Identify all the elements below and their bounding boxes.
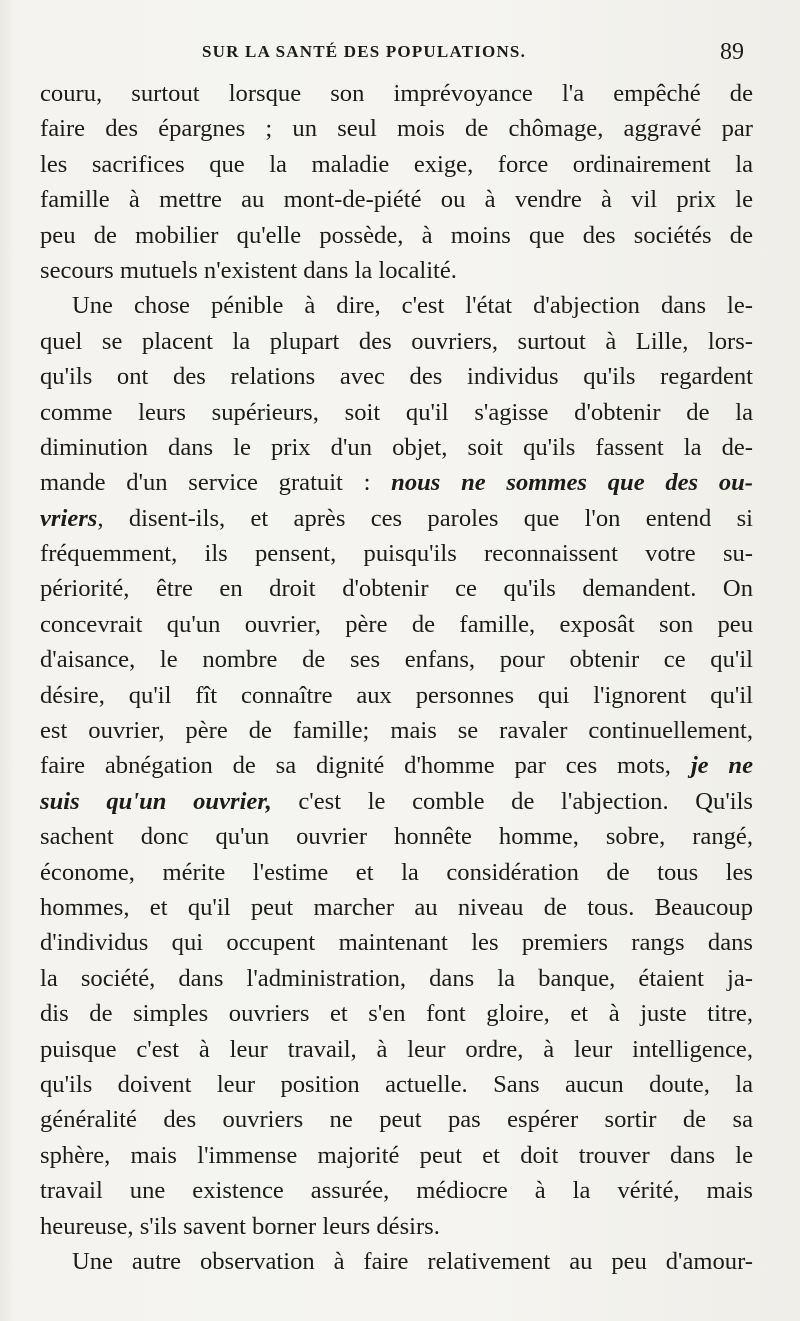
text-line: Une autre observation à faire relativement au peu d'amour- xyxy=(72,1247,753,1275)
text-line: périorité, être en droit d'obtenir ce qu'ils demandent. On xyxy=(40,575,753,603)
text-line: faire abnégation de sa dignité d'homme par ces mots, je ne xyxy=(40,752,753,780)
text-line: économe, mérite l'estime et la considération de tous les xyxy=(40,858,753,886)
text-line: les sacrifices que la maladie exige, force ordinairement la xyxy=(40,150,753,178)
text-line: travail une existence assurée, médiocre à la vérité, mais xyxy=(40,1177,753,1205)
text-line: d'aisance, le nombre de ses enfans, pour obtenir ce qu'il xyxy=(40,646,753,674)
text-line: vriers, disent-ils, et après ces paroles que l'on entend si xyxy=(40,504,753,532)
text-line: concevrait qu'un ouvrier, père de famille, exposât son peu xyxy=(40,610,753,638)
running-title: SUR LA SANTÉ DES POPULATIONS. xyxy=(202,42,527,61)
italic-quote: je ne xyxy=(690,752,753,780)
text-line: comme leurs supérieurs, soit qu'il s'agisse d'obtenir de la xyxy=(40,398,753,426)
text-line: qu'ils doivent leur position actuelle. Sans aucun doute, la xyxy=(40,1070,753,1098)
text-line: secours mutuels n'existent dans la localité. xyxy=(40,256,457,284)
italic-quote: suis qu'un ouvrier, xyxy=(40,787,272,815)
text-line: sphère, mais l'immense majorité peut et doit trouver dans le xyxy=(40,1141,753,1169)
text-line: faire des épargnes ; un seul mois de chômage, aggravé par xyxy=(40,115,753,143)
text-line: sachent donc qu'un ouvrier honnête homme, sobre, rangé, xyxy=(40,823,753,851)
text-line: mande d'un service gratuit : nous ne sommes que des ou- xyxy=(40,469,753,497)
text-line: désire, qu'il fît connaître aux personnes qui l'ignorent qu'il xyxy=(40,681,753,709)
text-line: la société, dans l'administration, dans la banque, étaient ja- xyxy=(40,964,753,992)
page-number: 89 xyxy=(720,39,744,65)
text-line: Une chose pénible à dire, c'est l'état d'abjection dans le- xyxy=(72,292,753,320)
text-line: famille à mettre au mont-de-piété ou à vendre à vil prix le xyxy=(40,186,753,214)
text-line: peu de mobilier qu'elle possède, à moins que des sociétés de xyxy=(40,221,753,249)
italic-quote: vriers xyxy=(40,504,98,532)
text-line: couru, surtout lorsque son imprévoyance l'a empêché de xyxy=(40,80,753,107)
text-line: puisque c'est à leur travail, à leur ordre, à leur intelligence, xyxy=(40,1035,753,1063)
text-line: généralité des ouvriers ne peut pas espérer sortir de sa xyxy=(40,1106,753,1134)
text-line: heureuse, s'ils savent borner leurs désirs. xyxy=(40,1212,440,1240)
text-line: diminution dans le prix d'un objet, soit qu'ils fassent la de- xyxy=(40,433,753,461)
text-line: dis de simples ouvriers et s'en font gloire, et à juste titre, xyxy=(40,1000,753,1028)
text-line: quel se placent la plupart des ouvriers, surtout à Lille, lors- xyxy=(40,327,753,355)
text-line: suis qu'un ouvrier, c'est le comble de l'abjection. Qu'ils xyxy=(40,787,753,815)
text-line: qu'ils ont des relations avec des individus qu'ils regardent xyxy=(40,363,753,391)
italic-quote: nous ne sommes que des ou- xyxy=(391,469,753,497)
running-header xyxy=(40,36,750,68)
text-line: fréquemment, ils pensent, puisqu'ils reconnaissent votre su- xyxy=(40,540,753,568)
text-line: hommes, et qu'il peut marcher au niveau de tous. Beaucoup xyxy=(40,893,753,921)
text-line: est ouvrier, père de famille; mais se ravaler continuellement, xyxy=(40,717,753,745)
text-line: d'individus qui occupent maintenant les premiers rangs dans xyxy=(40,929,753,957)
body-text xyxy=(40,76,753,1279)
